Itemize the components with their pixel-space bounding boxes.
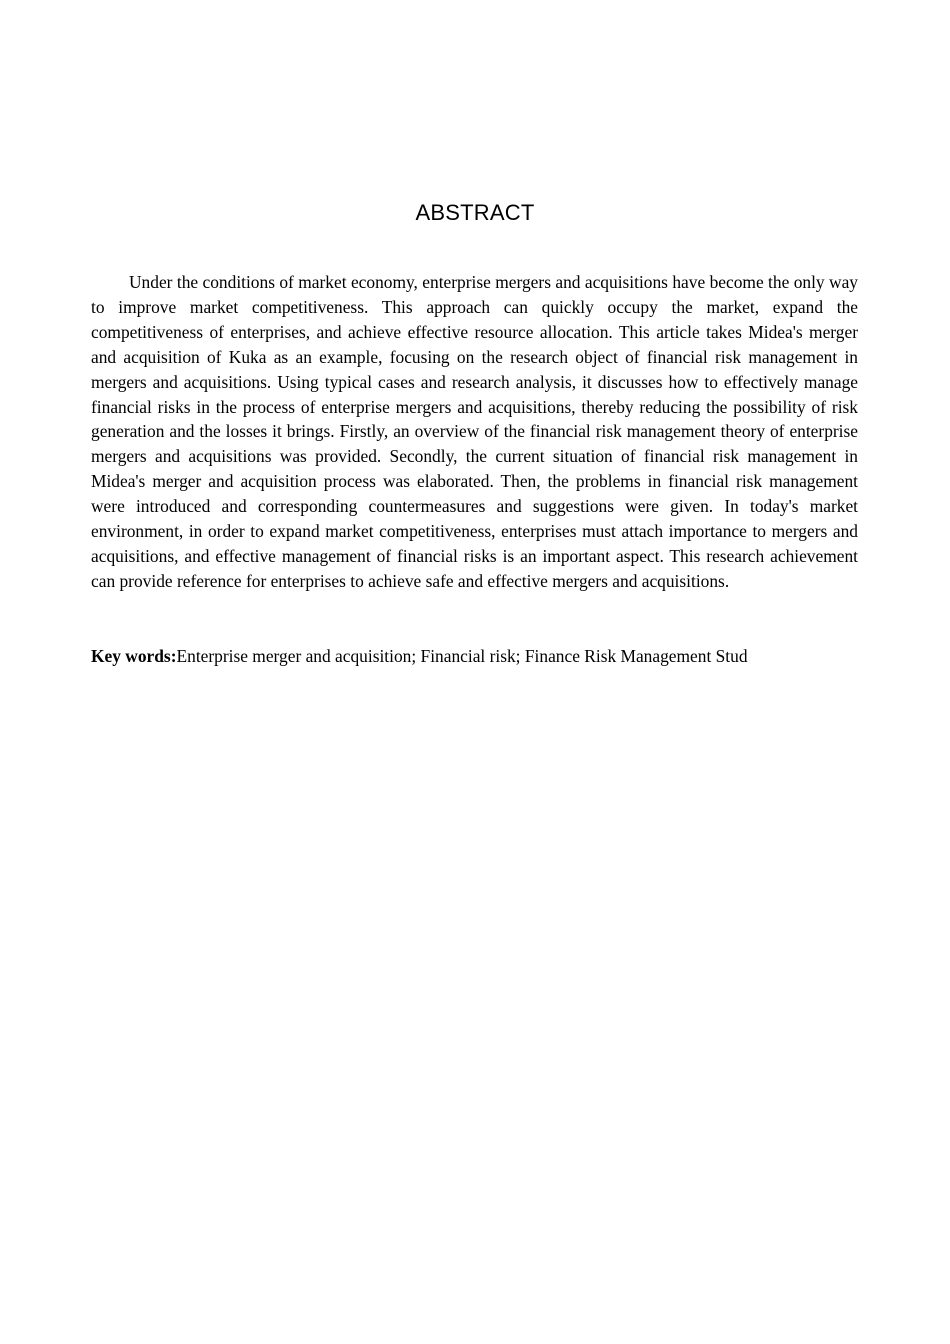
keywords-text: Enterprise merger and acquisition; Financial risk; Finance Risk Management Stud <box>176 646 748 666</box>
keywords-line <box>91 644 871 669</box>
abstract-paragraph: Under the conditions of market economy, enterprise mergers and acquisitions have become the only way to improve market competitiveness. This approach can quickly occupy the market, expand the competitiveness of enterprises, and achieve effective resource allocation. This article takes Midea's merger and acquisition of Kuka as an example, focusing on the research object of financial risk management in mergers and acquisitions. Using typical cases and research analysis, it discusses how to effectively manage financial risks in the process of enterprise mergers and acquisitions, thereby reducing the possibility of risk generation and the losses it brings. Firstly, an overview of the financial risk management theory of enterprise mergers and acquisitions was provided. Secondly, the current situation of financial risk management in Midea's merger and acquisition process was elaborated. Then, the problems in financial risk management were introduced and corresponding countermeasures and suggestions were given. In today's market environment, in order to expand market competitiveness, enterprises must attach importance to mergers and acquisitions, and effective management of financial risks is an important aspect. This research achievement can provide reference for enterprises to achieve safe and effective mergers and acquisitions. <box>91 272 858 591</box>
keywords-label: Key words: <box>91 646 177 666</box>
abstract-title: ABSTRACT <box>415 200 535 225</box>
